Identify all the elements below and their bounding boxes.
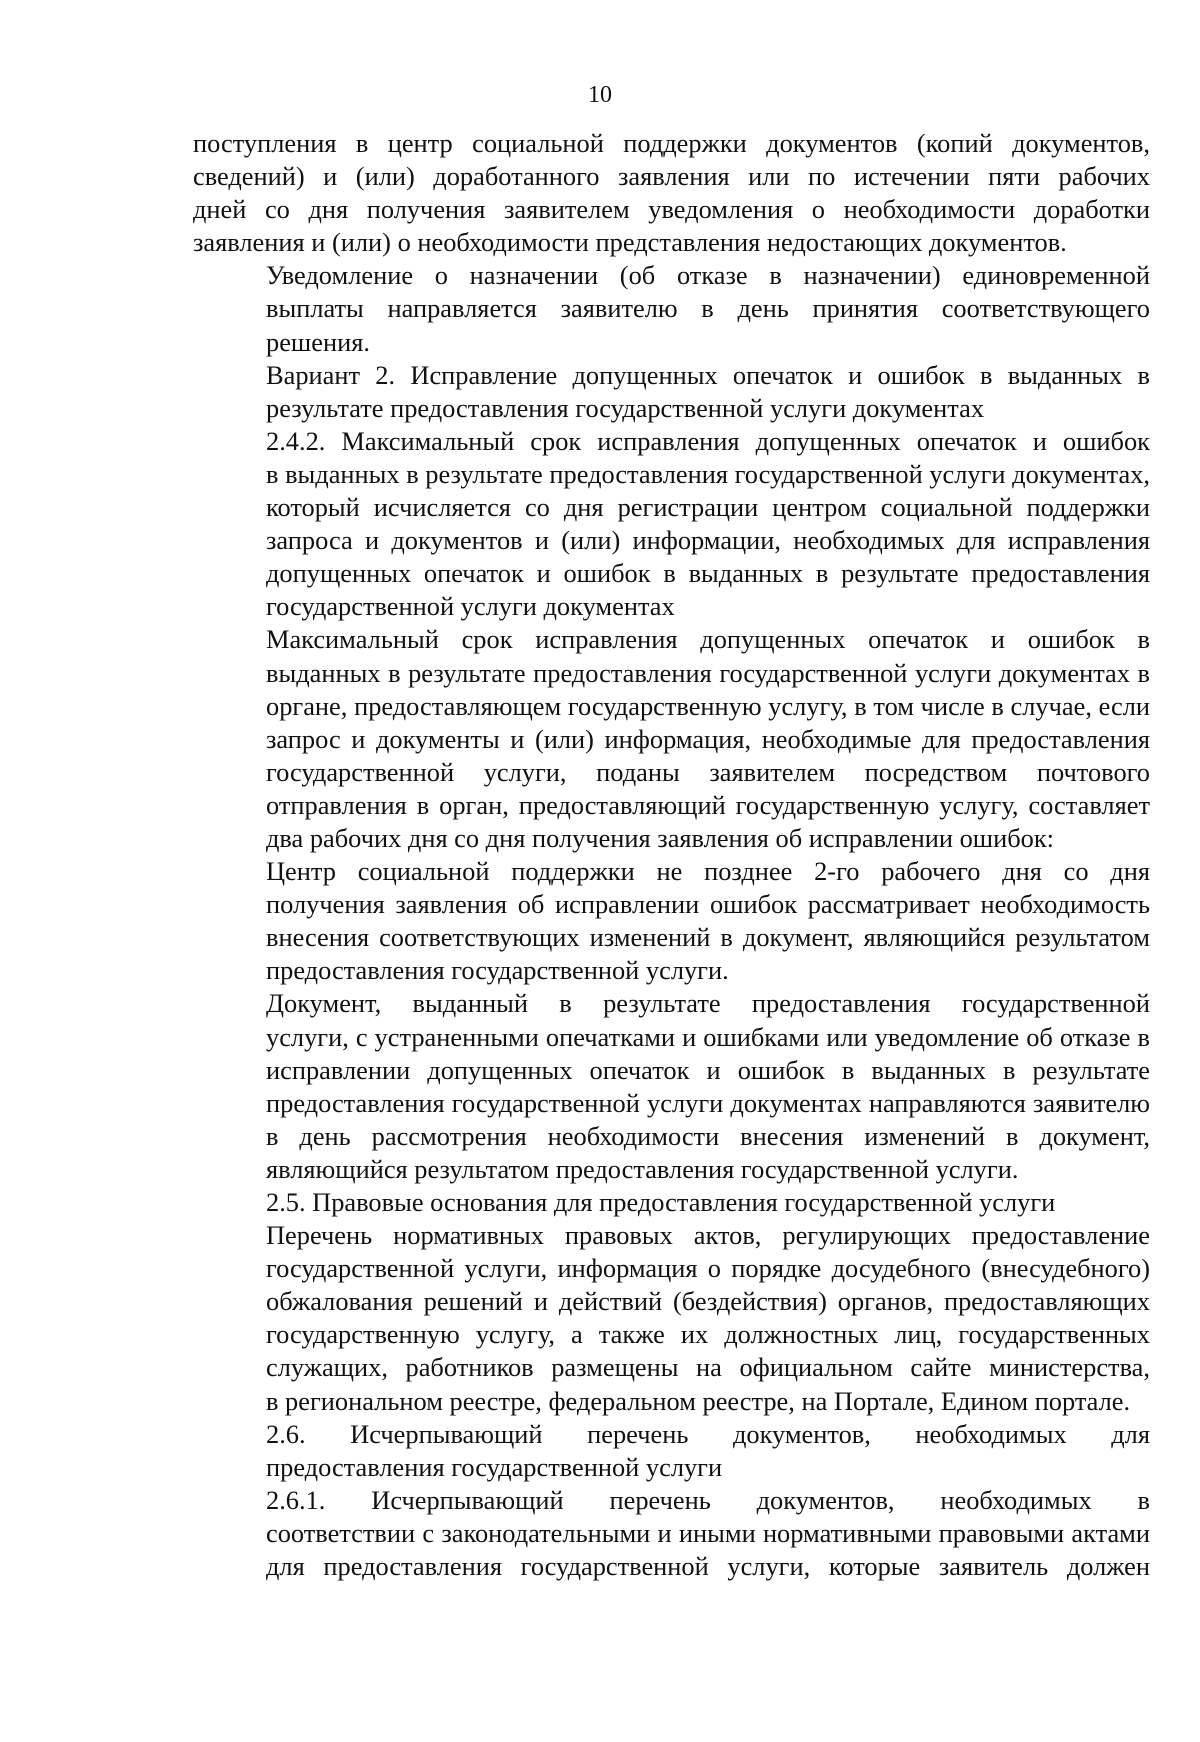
text-line: 2.6. Исчерпывающий перечень документов, необходимых для	[266, 1418, 1150, 1449]
text-line: услуги, с устраненными опечатками и ошибками или уведомление об отказе в	[266, 1021, 1150, 1052]
page-number: 10	[588, 82, 612, 108]
text-line: отправления в орган, предоставляющий государственную услугу, составляет	[266, 789, 1150, 820]
text-line: предоставления государственной услуги.	[266, 955, 729, 986]
paragraph	[193, 855, 1150, 987]
text-line: соответствии с законодательными и иными нормативными правовыми актами	[266, 1517, 1150, 1548]
paragraph	[193, 623, 1150, 855]
text-line: являющийся результатом предоставления государственной услуги.	[266, 1153, 1019, 1184]
document-body	[193, 127, 1150, 1583]
paragraph	[193, 127, 1150, 259]
text-line: допущенных опечаток и ошибок в выданных в результате предоставления	[266, 558, 1150, 589]
paragraph	[193, 1186, 1150, 1219]
text-line: Максимальный срок исправления допущенных опечаток и ошибок в	[266, 624, 1150, 655]
paragraph	[193, 1418, 1150, 1484]
text-line: Перечень нормативных правовых актов, регулирующих предоставление	[266, 1220, 1150, 1251]
text-line: Документ, выданный в результате предоставления государственной	[266, 988, 1150, 1019]
text-line: Центр социальной поддержки не позднее 2-го рабочего дня со дня	[266, 856, 1150, 887]
text-line: два рабочих дня со дня получения заявления об исправлении ошибок:	[266, 822, 1054, 853]
text-line: внесения соответствующих изменений в документ, являющийся результатом	[266, 922, 1150, 953]
text-line: выплаты направляется заявителю в день принятия соответствующего	[266, 293, 1150, 324]
text-line: сведений) и (или) доработанного заявления или по истечении пяти рабочих	[193, 161, 1150, 192]
text-line: Вариант 2. Исправление допущенных опечаток и ошибок в выданных в	[266, 359, 1150, 390]
text-line: запрос и документы и (или) информация, необходимые для предоставления	[266, 723, 1150, 754]
text-line: результате предоставления государственной услуги документах	[266, 392, 985, 423]
text-line: государственной услуги, поданы заявителем посредством почтового	[266, 756, 1150, 787]
text-line: в региональном реестре, федеральном реестре, на Портале, Едином портале.	[266, 1385, 1131, 1416]
text-line: служащих, работников размещены на официальном сайте министерства,	[266, 1352, 1150, 1383]
text-line: в выданных в результате предоставления государственной услуги документах,	[266, 458, 1150, 489]
text-line: 2.4.2. Максимальный срок исправления допущенных опечаток и ошибок	[266, 425, 1150, 456]
text-line: государственную услугу, а также их должностных лиц, государственных	[266, 1319, 1150, 1350]
text-line: обжалования решений и действий (бездействия) органов, предоставляющих	[266, 1286, 1150, 1317]
text-line: выданных в результате предоставления государственной услуги документах в	[266, 657, 1150, 688]
paragraph	[193, 259, 1150, 358]
paragraph	[193, 987, 1150, 1186]
text-line: исправлении допущенных опечаток и ошибок в выданных в результате	[266, 1054, 1150, 1085]
text-line: который исчисляется со дня регистрации центром социальной поддержки	[266, 492, 1150, 523]
text-line: для предоставления государственной услуги, которые заявитель должен	[266, 1551, 1150, 1582]
text-line: дней со дня получения заявителем уведомления о необходимости доработки	[193, 194, 1150, 225]
paragraph	[193, 1219, 1150, 1418]
paragraph	[193, 425, 1150, 624]
paragraph	[193, 359, 1150, 425]
text-line: запроса и документов и (или) информации, необходимых для исправления	[266, 525, 1150, 556]
text-line: получения заявления об исправлении ошибок рассматривает необходимость	[266, 889, 1150, 920]
text-line: в день рассмотрения необходимости внесения изменений в документ,	[266, 1120, 1150, 1151]
text-line: органе, предоставляющем государственную услугу, в том числе в случае, если	[266, 690, 1150, 721]
text-line: 2.5. Правовые основания для предоставления государственной услуги	[266, 1187, 1056, 1217]
text-line: государственной услуги, информация о порядке досудебного (внесудебного)	[266, 1253, 1150, 1284]
text-line: предоставления государственной услуги документах направляются заявителю	[266, 1087, 1150, 1118]
text-line: решения.	[266, 326, 370, 357]
text-line: 2.6.1. Исчерпывающий перечень документов, необходимых в	[266, 1484, 1150, 1515]
paragraph	[193, 1484, 1150, 1583]
text-line: Уведомление о назначении (об отказе в назначении) единовременной	[266, 260, 1150, 291]
text-line: поступления в центр социальной поддержки документов (копий документов,	[193, 128, 1150, 158]
text-line: предоставления государственной услуги	[266, 1451, 723, 1482]
text-line: государственной услуги документах	[266, 591, 675, 622]
text-line: заявления и (или) о необходимости представления недостающих документов.	[193, 227, 1067, 258]
